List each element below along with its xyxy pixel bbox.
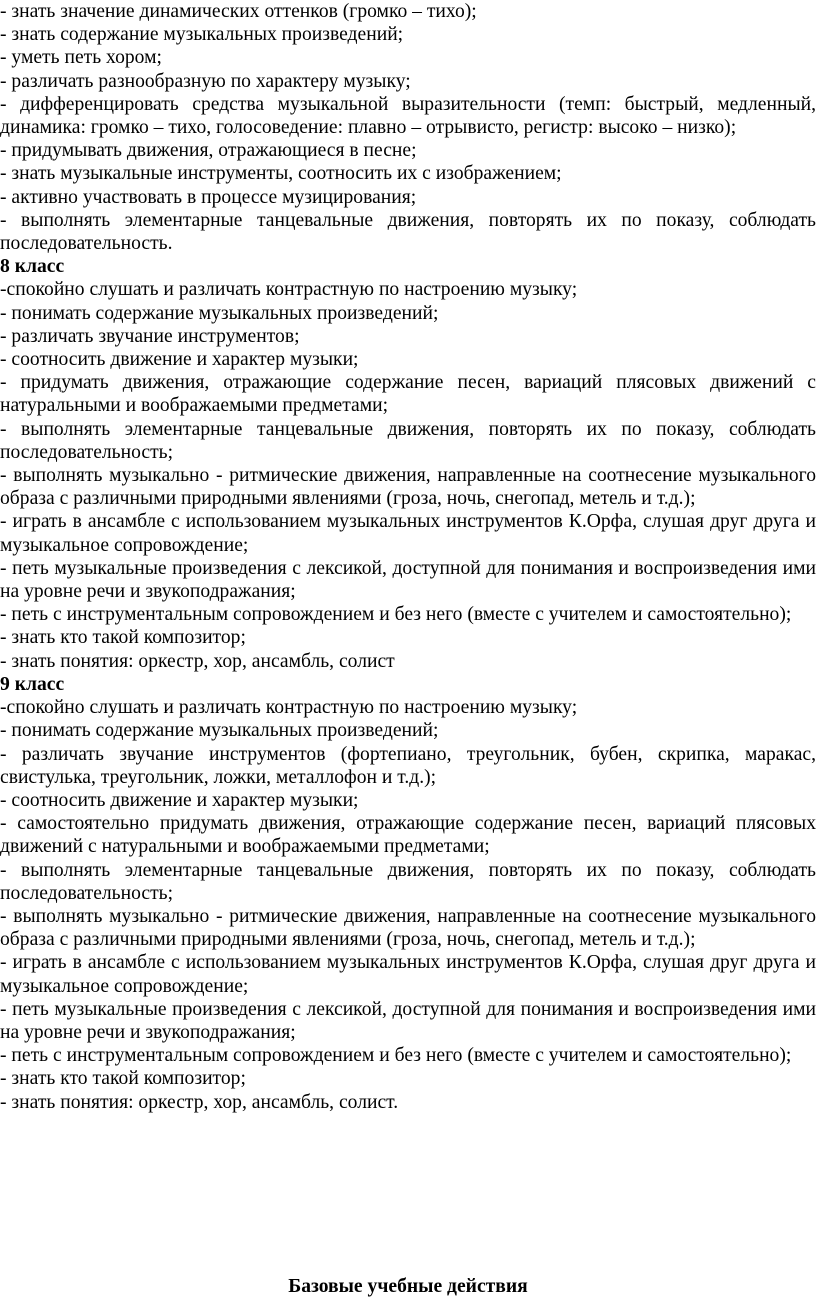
list-item: - петь музыкальные произведения с лексикой, доступной для понимания и воспроизведения ими на уровне речи и звукоподражания; <box>0 557 816 603</box>
list-item: - выполнять элементарные танцевальные движения, повторять их по показу, соблюдать последовательность. <box>0 209 816 255</box>
list-item: - дифференцировать средства музыкальной выразительности (темп: быстрый, медленный, динамика: громко – тихо, голосоведение: плавно – отрывисто, регистр: высоко – низко); <box>0 93 816 139</box>
list-item: - знать музыкальные инструменты, соотносить их с изображением; <box>0 163 562 185</box>
list-item: - соотносить движение и характер музыки; <box>0 789 359 811</box>
list-item: - уметь петь хором; <box>0 47 162 69</box>
list-item: - придумать движения, отражающие содержание песен, вариаций плясовых движений с натуральными и воображаемыми предметами; <box>0 372 816 417</box>
list-item: - различать разнообразную по характеру музыку; <box>0 70 411 92</box>
list-item: - знать понятия: оркестр, хор, ансамбль, солист <box>0 650 395 672</box>
list-item: - придумывать движения, отражающиеся в песне; <box>0 140 417 162</box>
list-item: - знать содержание музыкальных произведений; <box>0 24 404 46</box>
list-item: - активно участвовать в процессе музицирования; <box>0 186 417 208</box>
grade9-list <box>0 696 816 1114</box>
list-item: - играть в ансамбле с использованием музыкальных инструментов К.Орфа, слушая друг друга и музыкальное сопровождение; <box>0 511 816 556</box>
grade8-list <box>0 278 816 672</box>
list-item: - выполнять музыкально - ритмические движения, направленные на соотнесение музыкального образа с различными природными явлениями (гроза, ночь, снегопад, метель и т.д.); <box>0 905 816 951</box>
list-item: - понимать содержание музыкальных произведений; <box>0 302 439 324</box>
list-item: -спокойно слушать и различать контрастную по настроению музыку; <box>0 697 578 719</box>
list-item: -спокойно слушать и различать контрастную по настроению музыку; <box>0 279 578 301</box>
section-heading: Базовые учебные действия <box>288 1276 528 1297</box>
list-item: - понимать содержание музыкальных произведений; <box>0 720 439 742</box>
list-item: - выполнять музыкально - ритмические движения, направленные на соотнесение музыкального образа с различными природными явлениями (гроза, ночь, снегопад, метель и т.д.); <box>0 465 816 510</box>
list-item: - самостоятельно придумать движения, отражающие содержание песен, вариаций плясовых движений с натуральными и воображаемыми предметами; <box>0 813 816 858</box>
grade8-heading: 8 класс <box>0 256 65 278</box>
list-item: - знать кто такой композитор; <box>0 627 246 649</box>
grade9-heading: 9 класс <box>0 673 65 695</box>
intro-list <box>0 0 816 255</box>
list-item: - различать звучание инструментов; <box>0 325 300 347</box>
list-item: - петь музыкальные произведения с лексикой, доступной для понимания и воспроизведения ими на уровне речи и звукоподражания; <box>0 998 816 1043</box>
list-item: - соотносить движение и характер музыки; <box>0 349 359 371</box>
list-item: - петь с инструментальным сопровождением и без него (вместе с учителем и самостоятельно); <box>0 1045 792 1067</box>
list-item: - различать звучание инструментов (фортепиано, треугольник, бубен, скрипка, маракас, свистулька, треугольник, ложки, металлофон и т.д.); <box>0 743 816 788</box>
list-item: - играть в ансамбле с использованием музыкальных инструментов К.Орфа, слушая друг друга и музыкальное сопровождение; <box>0 952 816 997</box>
list-item: - выполнять элементарные танцевальные движения, повторять их по показу, соблюдать последовательность; <box>0 418 816 463</box>
list-item: - знать значение динамических оттенков (громко – тихо); <box>0 1 477 22</box>
list-item: - знать кто такой композитор; <box>0 1068 246 1090</box>
list-item: - выполнять элементарные танцевальные движения, повторять их по показу, соблюдать последовательность; <box>0 859 816 904</box>
list-item: - знать понятия: оркестр, хор, ансамбль, солист. <box>0 1091 399 1113</box>
list-item: - петь с инструментальным сопровождением и без него (вместе с учителем и самостоятельно); <box>0 604 792 626</box>
